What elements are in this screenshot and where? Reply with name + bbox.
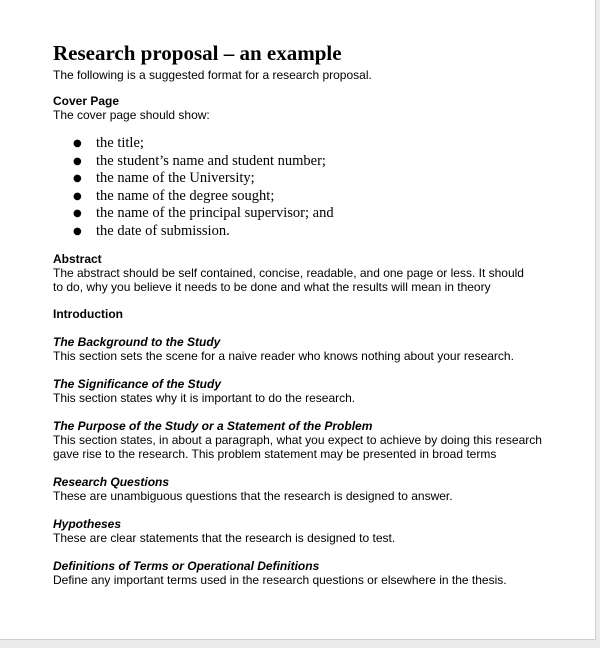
abstract-line-1: The abstract should be self contained, concise, readable, and one page or less. It should bbox=[53, 266, 524, 280]
subsection-heading: Definitions of Terms or Operational Definitions bbox=[53, 559, 320, 573]
subsection-text: This section sets the scene for a naive reader who knows nothing about your research. bbox=[53, 349, 514, 363]
subsection-text: gave rise to the research. This problem statement may be presented in broad terms bbox=[53, 447, 497, 461]
list-item bbox=[53, 153, 543, 171]
list-item bbox=[53, 188, 543, 206]
list-item-text: the date of submission. bbox=[96, 222, 230, 239]
list-item-text: the name of the degree sought; bbox=[96, 187, 275, 204]
subsection-definitions bbox=[53, 559, 543, 587]
document-intro: The following is a suggested format for a research proposal. bbox=[53, 68, 372, 82]
subsection-heading: The Significance of the Study bbox=[53, 377, 222, 391]
list-item bbox=[53, 135, 543, 153]
abstract-heading: Abstract bbox=[53, 252, 102, 266]
subsection-text: This section states, in about a paragraph, what you expect to achieve by doing this research bbox=[53, 433, 542, 447]
subsection-significance bbox=[53, 377, 543, 405]
subsection-text: This section states why it is important to do the research. bbox=[53, 391, 356, 405]
cover-page-section bbox=[53, 94, 543, 240]
bullet-icon: ● bbox=[73, 155, 82, 167]
subsection-heading: The Background to the Study bbox=[53, 335, 221, 349]
subsection-hypotheses bbox=[53, 517, 543, 545]
list-item bbox=[53, 170, 543, 188]
subsection-heading: Research Questions bbox=[53, 475, 170, 489]
cover-page-list bbox=[53, 135, 543, 240]
list-item-text: the title; bbox=[96, 135, 144, 151]
subsection-text: Define any important terms used in the research questions or elsewhere in the thesis. bbox=[53, 573, 507, 587]
bullet-icon: ● bbox=[73, 173, 82, 184]
document-content bbox=[53, 40, 543, 587]
document-title: Research proposal – an example bbox=[53, 41, 342, 65]
subsection-text: These are clear statements that the research is designed to test. bbox=[53, 531, 396, 545]
bullet-icon: ● bbox=[73, 190, 82, 202]
list-item-text: the student’s name and student number; bbox=[96, 152, 326, 169]
introduction-heading: Introduction bbox=[53, 307, 123, 321]
list-item-text: the name of the University; bbox=[96, 170, 255, 186]
subsection-purpose bbox=[53, 419, 543, 461]
subsection-research-questions bbox=[53, 475, 543, 503]
list-item bbox=[53, 205, 543, 223]
subsection-heading: Hypotheses bbox=[53, 517, 122, 531]
bullet-icon: ● bbox=[73, 225, 82, 237]
bullet-icon: ● bbox=[73, 138, 82, 149]
subsection-background bbox=[53, 335, 543, 363]
subsection-heading: The Purpose of the Study or a Statement of the Problem bbox=[53, 419, 373, 433]
bullet-icon: ● bbox=[73, 208, 82, 219]
abstract-section bbox=[53, 252, 543, 294]
abstract-line-2: to do, why you believe it needs to be done and what the results will mean in theory bbox=[53, 280, 491, 294]
cover-page-heading: Cover Page bbox=[53, 94, 120, 108]
list-item bbox=[53, 223, 543, 241]
subsection-text: These are unambiguous questions that the research is designed to answer. bbox=[53, 489, 453, 503]
introduction-section bbox=[53, 307, 543, 587]
cover-page-text: The cover page should show: bbox=[53, 108, 210, 122]
list-item-text: the name of the principal supervisor; and bbox=[96, 205, 334, 221]
